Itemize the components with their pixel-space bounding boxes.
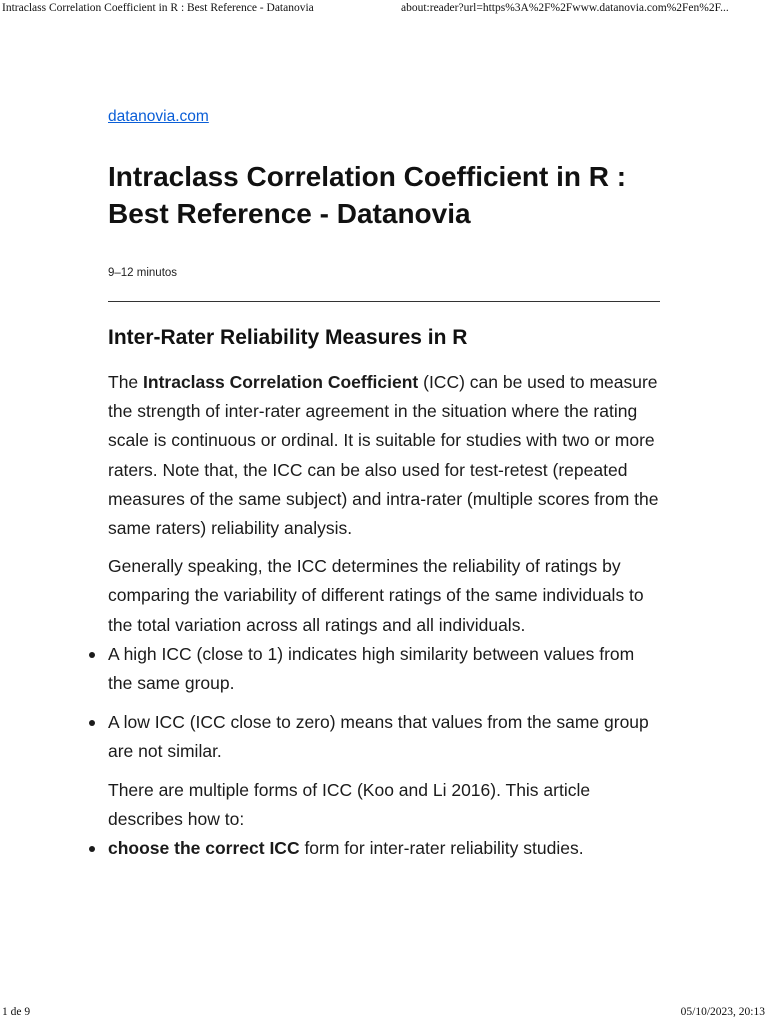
list-item	[108, 708, 660, 766]
header-divider	[108, 301, 660, 302]
print-header-title: Intraclass Correlation Coefficient in R : Best Reference - Datanovia	[2, 2, 314, 14]
paragraph-text: (ICC) can be used to measure the strength of inter-rater agreement in the situation where the rating scale is continuous or ordinal. It is suitable for studies with two or more raters. Note that, the ICC can be also used for test-retest (repeated measures of the same subject) and intra-rater (multiple scores from the same raters) reliability analysis.	[108, 372, 659, 539]
reader-article	[108, 106, 660, 863]
print-header	[0, 2, 768, 18]
list-item-text: form for inter-rater reliability studies.	[299, 838, 584, 859]
icc-interpretation-list	[108, 640, 660, 767]
page-number: 1 de 9	[2, 1006, 31, 1018]
print-datetime: 05/10/2023, 20:13	[680, 1006, 765, 1018]
source-domain-link[interactable]: datanovia.com	[108, 108, 209, 125]
print-header-url: about:reader?url=https%3A%2F%2Fwww.datanovia.com%2Fen%2F...	[401, 2, 729, 14]
paragraph-icc-forms: There are multiple forms of ICC (Koo and Li 2016). This article describes how to:	[108, 779, 591, 829]
print-footer	[0, 1006, 768, 1022]
bold-term: Intraclass Correlation Coefficient	[143, 372, 419, 392]
bullet-icon	[89, 720, 95, 726]
article-title: Intraclass Correlation Coefficient in R : Best Reference - Datanovia	[108, 161, 627, 229]
paragraph-text: The	[108, 372, 144, 392]
reading-time: 9–12 minutos	[108, 267, 178, 279]
bold-term: choose the correct ICC	[108, 838, 300, 859]
list-item-text: A low ICC (ICC close to zero) means that values from the same group are not similar.	[108, 712, 649, 762]
paragraph-icc-general: Generally speaking, the ICC determines the reliability of ratings by comparing the variability of different ratings of the same individuals to the total variation across all ratings and all individuals.	[108, 556, 644, 635]
list-item	[108, 834, 660, 863]
bullet-icon	[89, 846, 95, 852]
list-item	[108, 640, 660, 698]
section-heading: Inter-Rater Reliability Measures in R	[108, 326, 468, 349]
paragraph-icc-intro	[108, 368, 660, 543]
list-item-text: A high ICC (close to 1) indicates high similarity between values from the same group.	[108, 643, 635, 694]
bullet-icon	[89, 652, 95, 658]
article-goals-list	[108, 834, 660, 863]
